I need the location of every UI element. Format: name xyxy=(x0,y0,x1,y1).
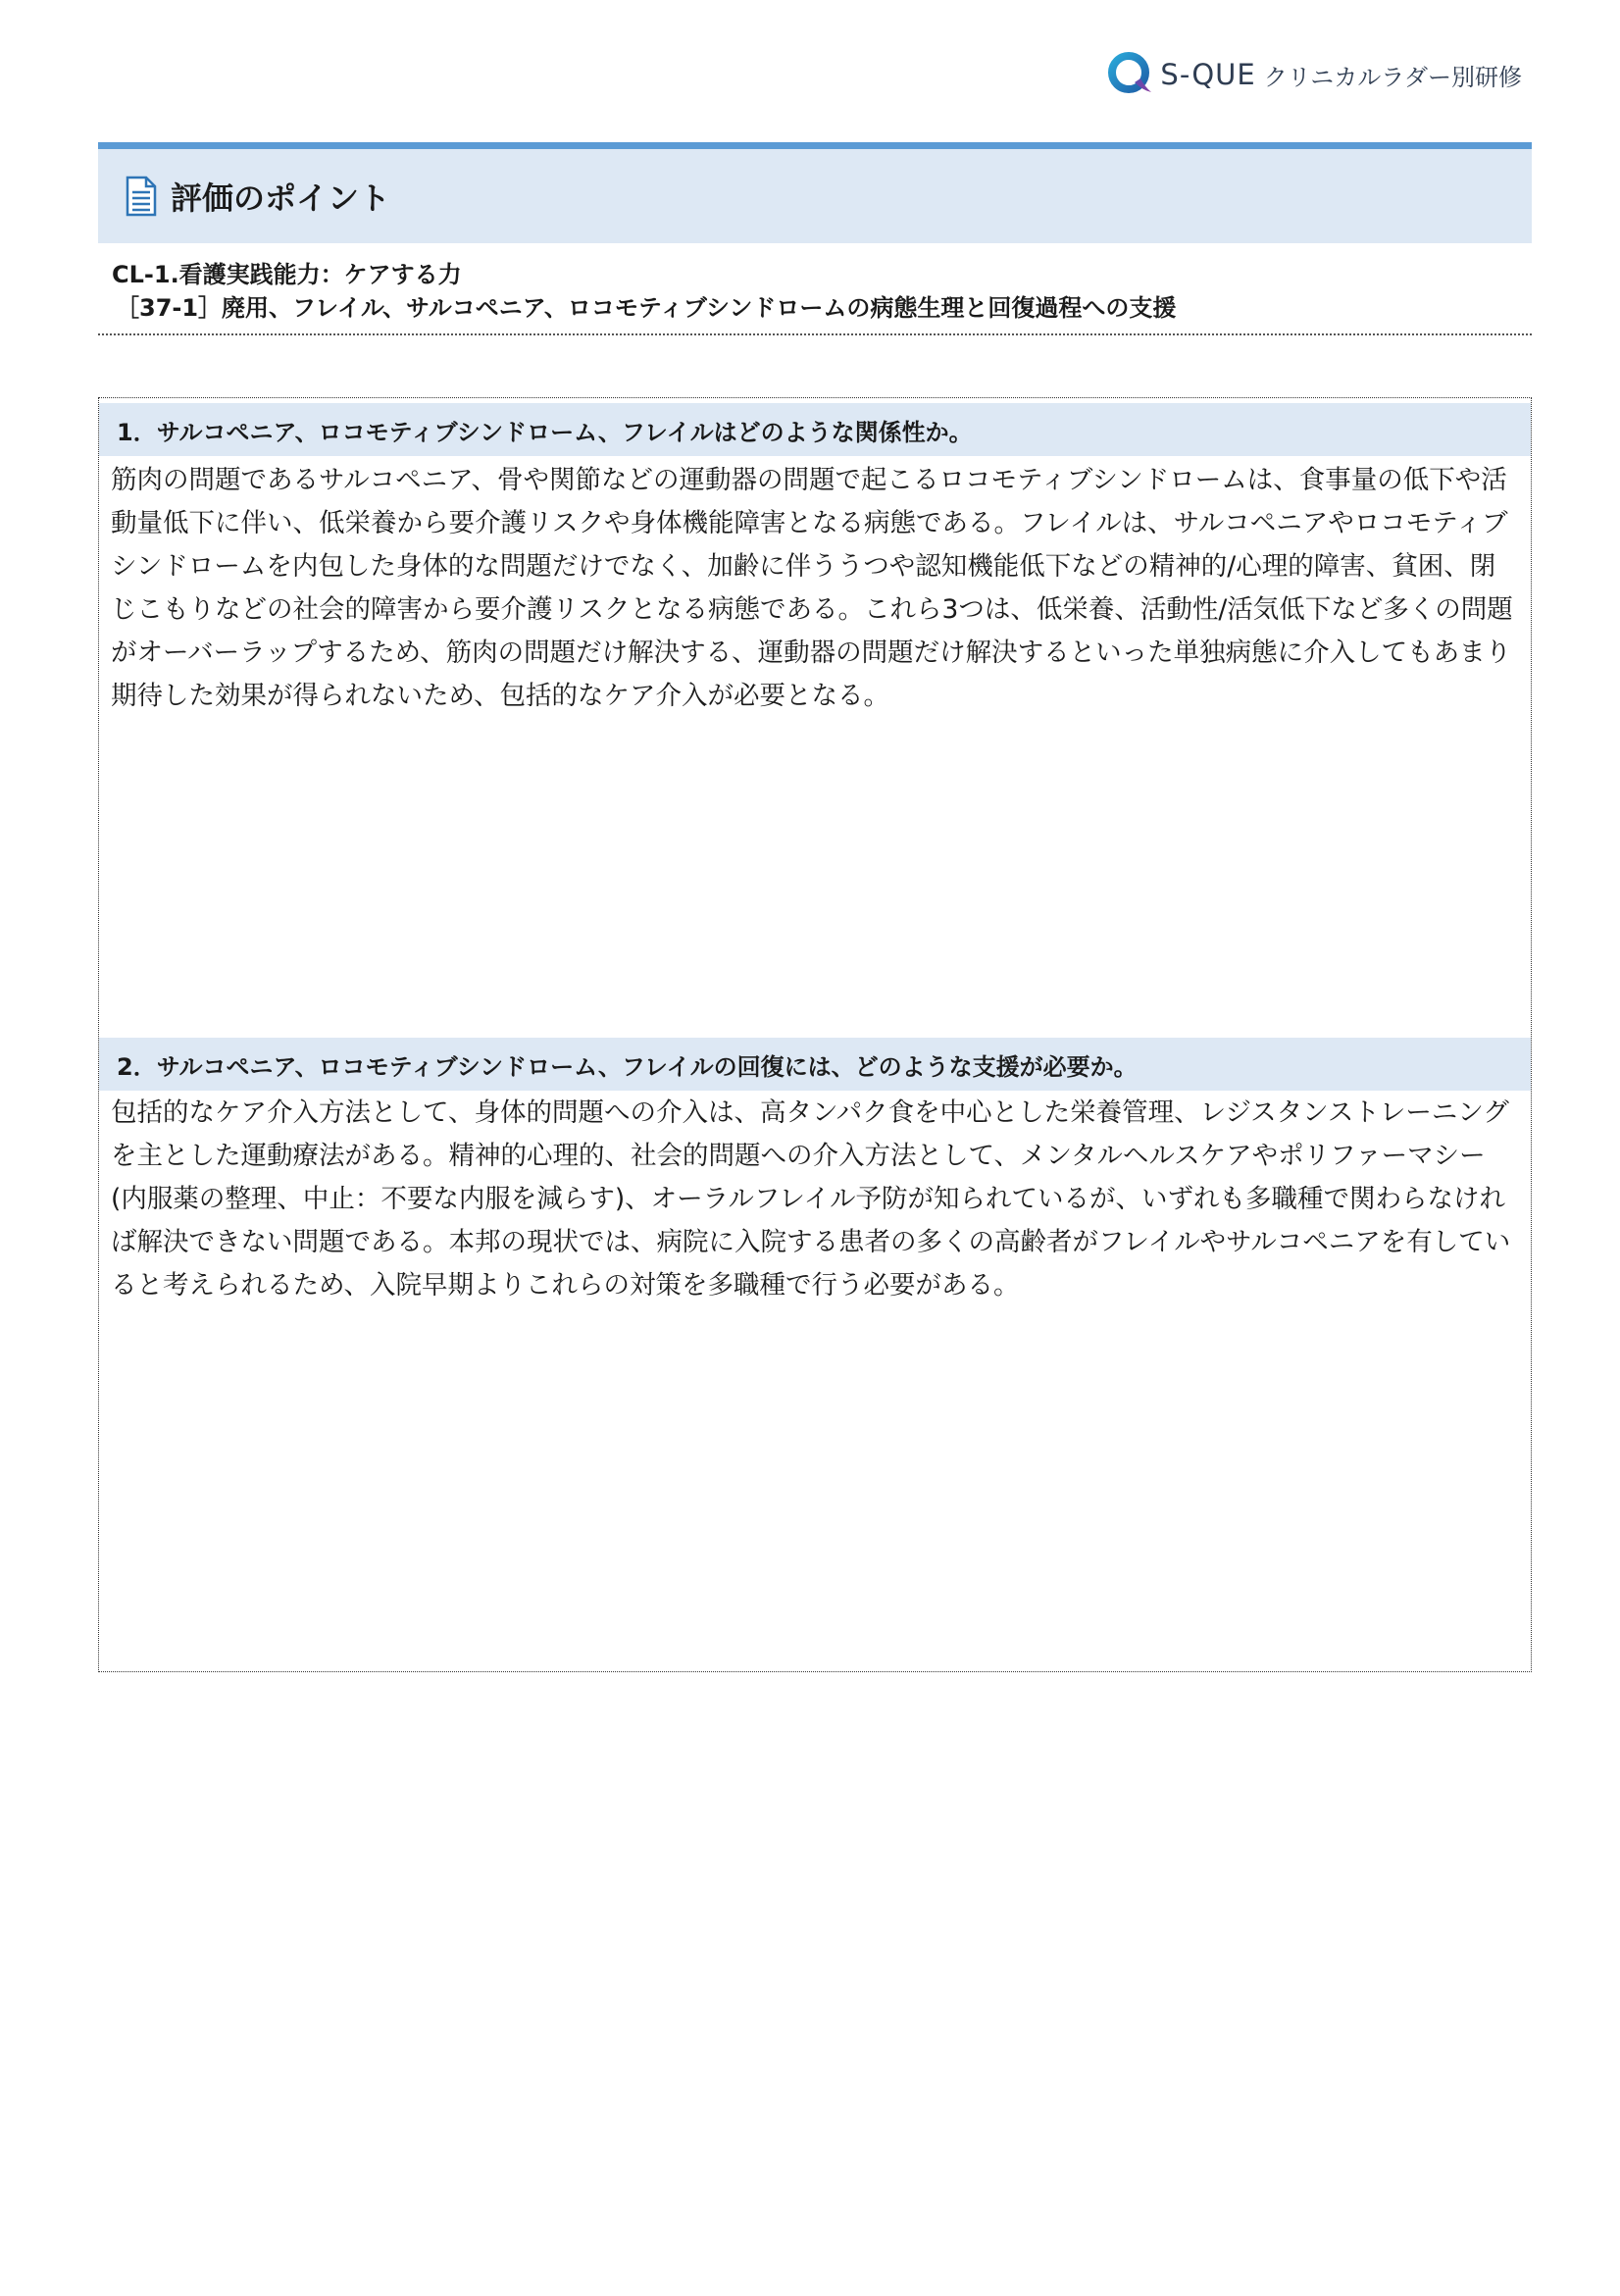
answer-1: 筋肉の問題であるサルコペニア、骨や関節などの運動器の問題で起こるロコモティブシンドロームは、食事量の低下や活動量低下に伴い、低栄養から要介護リスクや身体機能障害となる病態である。フレイルは、サルコペニアやロコモティブシンドロームを内包した身体的な問題だけでなく、加齢に伴ううつや認知機能低下などの精神的/心理的障害、貧困、閉じこもりなどの社会的障害から要介護リスクとなる病態である。これら3つは、低栄養、活動性/活気低下など多くの問題がオーバーラップするため、筋肉の問題だけ解決する、運動器の問題だけ解決するといった単独病態に介入してもあまり期待した効果が得られないため、包括的なケア介入が必要となる。 xyxy=(111,465,1513,711)
question-2: 2．サルコペニア、ロコモティブシンドローム、フレイルの回復には、どのような支援が必要か。 xyxy=(99,1038,1531,1091)
meta-divider xyxy=(98,333,1532,335)
section-header xyxy=(98,142,1532,243)
logo-sub-text: クリニカルラダー別研修 xyxy=(1263,63,1522,91)
s-que-logo xyxy=(1105,49,1522,100)
qa-box xyxy=(98,397,1532,1672)
document-icon xyxy=(126,176,157,217)
section-title: 評価のポイント xyxy=(171,179,391,217)
logo-brand-text: S-QUE xyxy=(1160,58,1256,91)
competency-label: CL-1.看護実践能力：ケアする力 xyxy=(112,261,462,288)
module-title: ［37-1］廃用、フレイル、サルコペニア、ロコモティブシンドロームの病態生理と回復過程への支援 xyxy=(116,294,1177,322)
answer-2: 包括的なケア介入方法として、身体的問題への介入は、高タンパク食を中心とした栄養管理、レジスタンストレーニングを主とした運動療法がある。精神的心理的、社会的問題への介入方法として、メンタルヘルスケアやポリファーマシー(内服薬の整理、中止：不要な内服を減らす)、オーラルフレイル予防が知られているが、いずれも多職種で関わらなければ解決できない問題である。本邦の現状では、病院に入院する患者の多くの高齢者がフレイルやサルコペニアを有していると考えられるため、入院早期よりこれらの対策を多職種で行う必要がある。 xyxy=(111,1097,1511,1301)
question-1: 1．サルコペニア、ロコモティブシンドローム、フレイルはどのような関係性か。 xyxy=(99,403,1531,456)
s-que-logo-icon xyxy=(1105,49,1156,100)
competency-meta xyxy=(112,258,1530,325)
